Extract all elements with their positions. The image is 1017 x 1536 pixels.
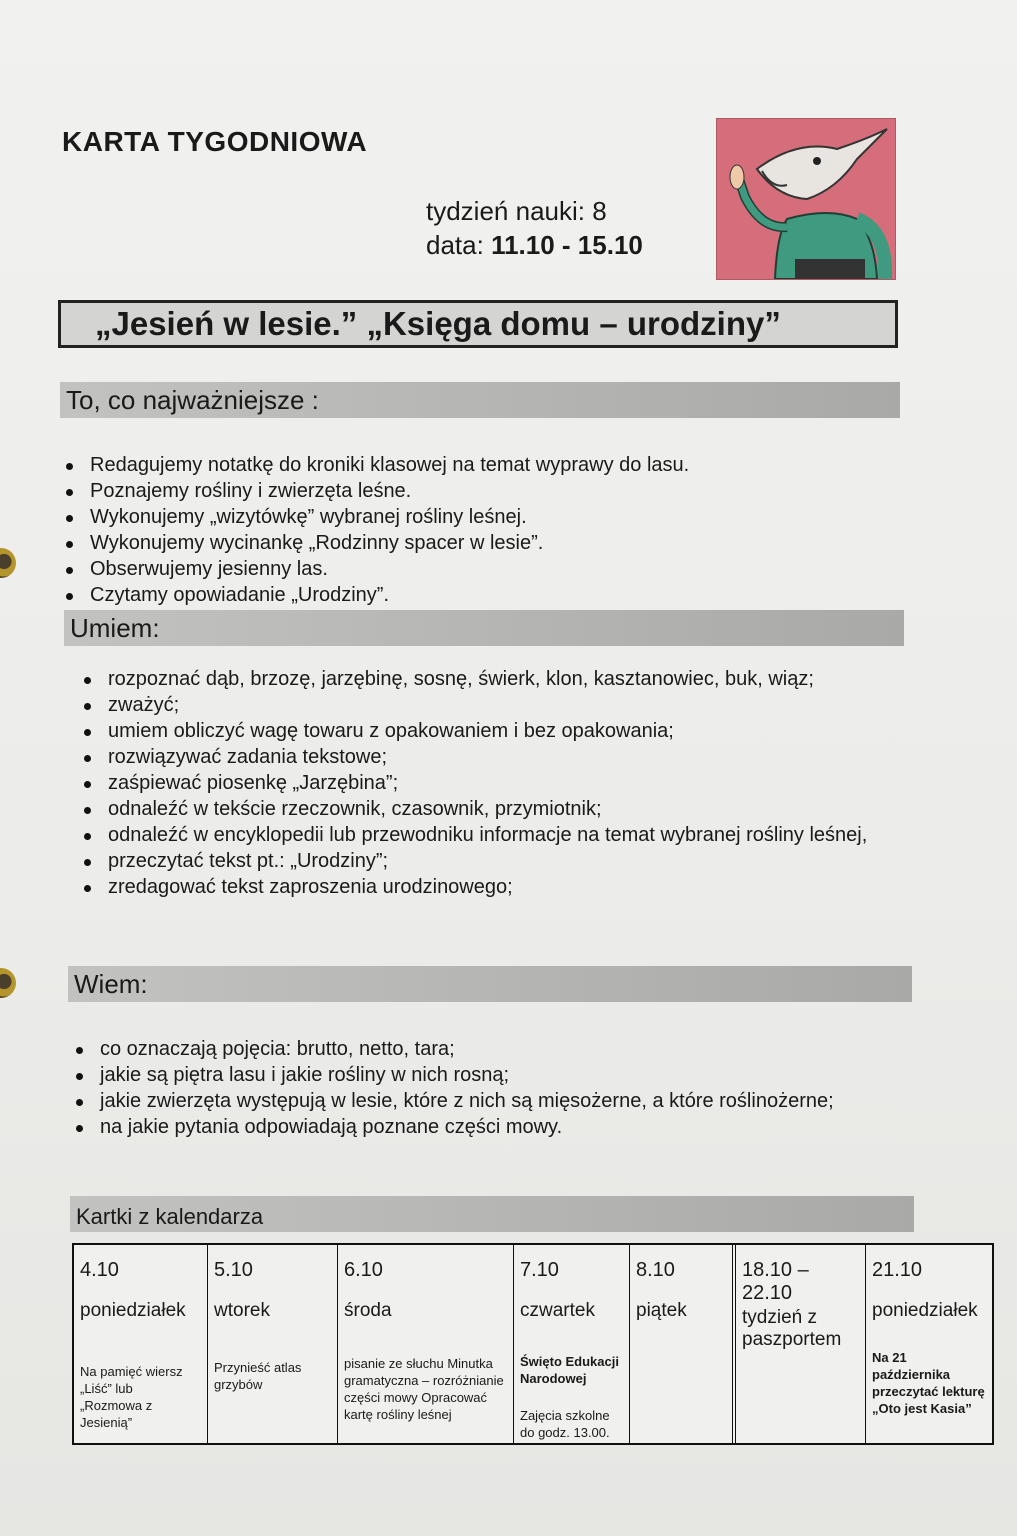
date-value: 11.10 - 15.10 [491,230,643,260]
calendar-column [736,1245,866,1443]
cartoon-illustration [716,118,896,280]
calendar-column [514,1245,630,1443]
list-item: przeczytać tekst pt.: „Urodziny”; [80,848,910,874]
cartoon-figure-icon [717,119,895,279]
list-item: co oznaczają pojęcia: brutto, netto, tara; [72,1036,902,1062]
calendar-date: 8.10 [636,1259,675,1281]
week-number: tydzień nauki: 8 [426,196,607,226]
calendar-date: 6.10 [344,1259,383,1281]
list-item: Czytamy opowiadanie „Urodziny”. [62,582,882,608]
calendar-table [72,1243,994,1445]
calendar-day: środa [344,1300,392,1321]
calendar-note: Na pamięć wiersz „Liść” lub „Rozmowa z Jesienią” [80,1364,183,1430]
calendar-day: poniedziałek [80,1300,186,1321]
list-item: umiem obliczyć wagę towaru z opakowaniem i bez opakowania; [80,718,910,744]
calendar-column [74,1245,208,1443]
page-title: KARTA TYGODNIOWA [62,126,368,157]
calendar-date: 21.10 [872,1259,923,1281]
list-item: Poznajemy rośliny i zwierzęta leśne. [62,478,882,504]
list-item: Obserwujemy jesienny las. [62,556,882,582]
list-item: Wykonujemy „wizytówkę” wybranej rośliny leśnej. [62,504,882,530]
calendar-column [338,1245,514,1443]
weekly-theme: „Jesień w lesie.” „Księga domu – urodziny” [58,300,898,348]
calendar-note: Na 21 października przeczytać lekturę „Oto jest Kasia” [872,1350,985,1416]
calendar-column [866,1245,992,1443]
list-item: rozwiązywać zadania tekstowe; [80,744,910,770]
section-heading-important: To, co najważniejsze : [60,382,900,418]
list-item: jakie zwierzęta występują w lesie, które z nich są mięsożerne, a które roślinożerne; [72,1088,902,1114]
list-item: odnaleźć w tekście rzeczownik, czasownik, przymiotnik; [80,796,910,822]
section-heading-wiem: Wiem: [68,966,912,1002]
important-list [62,452,882,608]
calendar-note-secondary: Zajęcia szkolne do godz. 13.00. [520,1408,610,1440]
list-item: odnaleźć w encyklopedii lub przewodniku informacje na temat wybranej rośliny leśnej, [80,822,910,848]
calendar-day: czwartek [520,1300,595,1321]
section-heading-umiem: Umiem: [64,610,904,646]
binder-ring [0,968,16,998]
list-item: zredagować tekst zaproszenia urodzinowego; [80,874,910,900]
calendar-day: wtorek [214,1300,270,1321]
wiem-list [72,1036,902,1140]
list-item: jakie są piętra lasu i jakie rośliny w nich rosną; [72,1062,902,1088]
umiem-list [80,666,910,900]
calendar-column [208,1245,338,1443]
list-item: Redagujemy notatkę do kroniki klasowej na temat wyprawy do lasu. [62,452,882,478]
calendar-column [630,1245,736,1443]
calendar-date: 18.10 – 22.10 [742,1259,809,1304]
calendar-date: 7.10 [520,1259,559,1281]
list-item: rozpoznać dąb, brzozę, jarzębinę, sosnę, świerk, klon, kasztanowiec, buk, wiąz; [80,666,910,692]
list-item: zważyć; [80,692,910,718]
list-item: Wykonujemy wycinankę „Rodzinny spacer w lesie”. [62,530,882,556]
calendar-note: Przynieść atlas grzybów [214,1360,302,1392]
date-range [426,230,643,261]
calendar-day: tydzień z paszportem [742,1307,842,1350]
date-prefix: data: [426,230,484,260]
calendar-note: pisanie ze słuchu Minutka gramatyczna – rozróżnianie części mowy Opracować kartę rośliny leśnej [344,1356,504,1422]
calendar-note: Święto Edukacji Narodowej [520,1354,619,1386]
calendar-date: 4.10 [80,1259,119,1281]
calendar-day: piątek [636,1300,687,1321]
list-item: na jakie pytania odpowiadają poznane części mowy. [72,1114,902,1140]
calendar-date: 5.10 [214,1259,253,1281]
binder-ring [0,548,16,578]
calendar-day: poniedziałek [872,1300,978,1321]
section-heading-calendar: Kartki z kalendarza [70,1196,914,1232]
list-item: zaśpiewać piosenkę „Jarzębina”; [80,770,910,796]
